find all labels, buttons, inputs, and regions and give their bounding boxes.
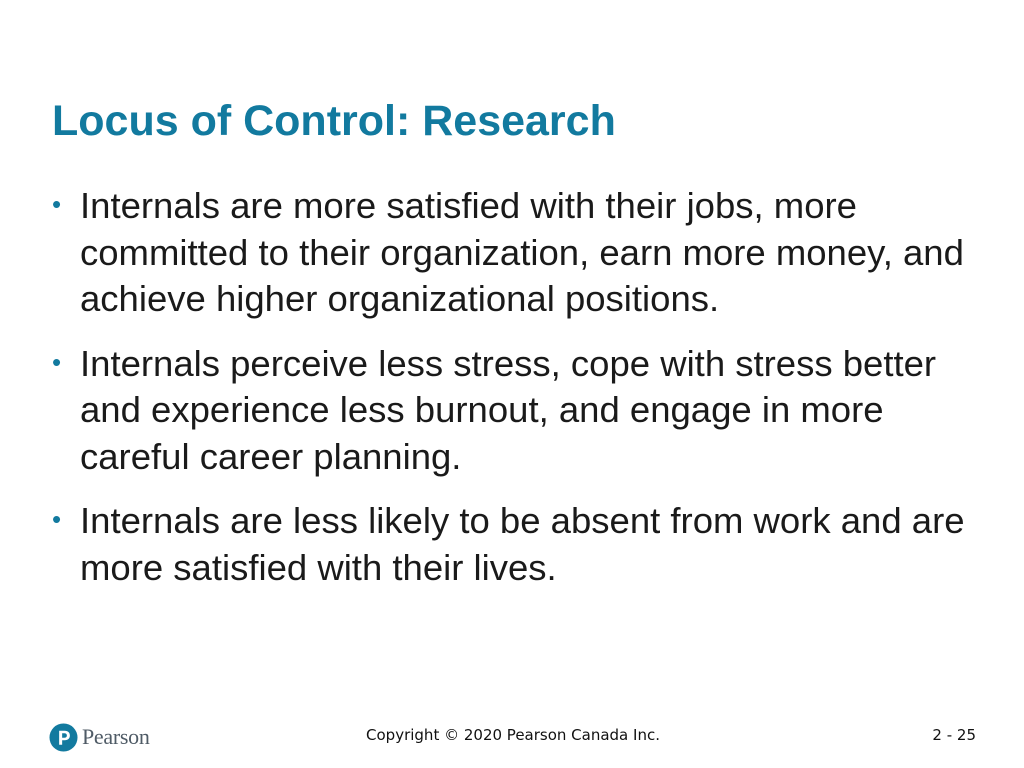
bullet-text: Internals perceive less stress, cope with stress better and experience less burnout, and engage in more careful career planning. (80, 342, 937, 477)
bullet-text: Internals are less likely to be absent from work and are more satisfied with their lives. (80, 500, 965, 588)
pearson-wordmark: Pearson (82, 724, 150, 749)
slide-title: Locus of Control: Research (52, 97, 616, 145)
bullet-icon: • (52, 346, 62, 377)
slide-number: 2 - 25 (932, 726, 976, 744)
bullet-list (52, 183, 987, 609)
copyright-notice: Copyright © 2020 Pearson Canada Inc. (366, 726, 660, 744)
bullet-item (52, 498, 987, 591)
bullet-item (52, 183, 987, 323)
bullet-icon: • (52, 504, 62, 534)
bullet-icon: • (52, 189, 62, 219)
bullet-text: Internals are more satisfied with their jobs, more committed to their organization, earn more money, and achieve higher organizational positions. (80, 185, 964, 319)
bullet-item (52, 341, 987, 481)
